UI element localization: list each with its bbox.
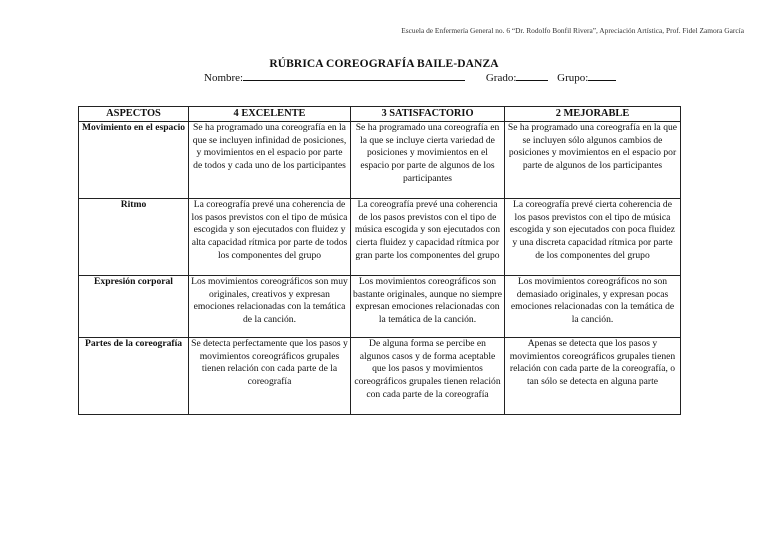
aspect-cell: Ritmo (79, 199, 189, 276)
student-fields (204, 71, 616, 84)
table-header-row (79, 107, 681, 122)
table-row (79, 276, 681, 338)
criteria-cell: Se ha programado una coreografía en la que se incluyen sólo algunos cambios de posiciones y movimientos en el espacio por parte de algunos de los participantes (505, 122, 681, 199)
header-satisfactorio: 3 SATISFACTORIO (351, 107, 505, 122)
criteria-cell: La coreografía prevé una coherencia de los pasos previstos con el tipo de música escogida y son ejecutados con fluidez y alta capacidad rítmica por parte de todos los componentes del grupo (189, 199, 351, 276)
aspect-cell: Partes de la coreografía (79, 338, 189, 415)
criteria-cell: Los movimientos coreográficos no son demasiado originales, y expresan pocas emociones relacionadas con la temática de la canción. (505, 276, 681, 338)
criteria-cell: Se ha programado una coreografía en la que se incluyen infinidad de posiciones, y movimientos en el espacio por parte de todos y cada uno de los participantes (189, 122, 351, 199)
criteria-cell: Apenas se detecta que los pasos y movimientos coreográficos grupales tienen relación con cada parte de la coreografía, o tan sólo se detecta en alguna parte (505, 338, 681, 415)
document-title: RÚBRICA COREOGRAFÍA BAILE-DANZA (269, 58, 499, 70)
grupo-label: Grupo: (557, 72, 589, 84)
nombre-field[interactable] (243, 71, 465, 81)
aspect-cell: Expresión corporal (79, 276, 189, 338)
criteria-cell: Los movimientos coreográficos son bastante originales, aunque no siempre expresan emociones relacionadas con la temática de la canción. (351, 276, 505, 338)
aspect-cell: Movimiento en el espacio (79, 122, 189, 199)
table-row (79, 199, 681, 276)
criteria-cell: La coreografía prevé una coherencia de los pasos previstos con el tipo de música escogida y son ejecutados con cierta fluidez y capacidad rítmica por gran parte los componentes del grupo (351, 199, 505, 276)
criteria-cell: Se detecta perfectamente que los pasos y movimientos coreográficos grupales tienen relación con cada parte de la coreografía (189, 338, 351, 415)
criteria-cell: De alguna forma se percibe en algunos casos y de forma aceptable que los pasos y movimientos coreográficos grupales tienen relación con cada parte de la coreografía (351, 338, 505, 415)
table-row (79, 338, 681, 415)
header-aspectos: ASPECTOS (79, 107, 189, 122)
nombre-label: Nombre: (204, 72, 244, 84)
grado-field[interactable] (516, 71, 548, 81)
table-row (79, 122, 681, 199)
grupo-field[interactable] (588, 71, 616, 81)
criteria-cell: Se ha programado una coreografía en la que se incluye cierta variedad de posiciones y movimientos en el espacio por parte de algunos de los participantes (351, 122, 505, 199)
header-excelente: 4 EXCELENTE (189, 107, 351, 122)
header-mejorable: 2 MEJORABLE (505, 107, 681, 122)
criteria-cell: Los movimientos coreográficos son muy originales, creativos y expresan emociones relacionadas con la temática de la canción. (189, 276, 351, 338)
criteria-cell: La coreografía prevé cierta coherencia de los pasos previstos con el tipo de música escogida y son ejecutados con poca fluidez y una discreta capacidad rítmica por parte de los componentes del grupo (505, 199, 681, 276)
grado-label: Grado: (485, 72, 517, 84)
document-header-note: Escuela de Enfermería General no. 6 “Dr. Rodolfo Bonfil Rivera”, Apreciación Artística, Prof. Fidel Zamora García (401, 26, 744, 35)
rubric-table (78, 106, 681, 415)
